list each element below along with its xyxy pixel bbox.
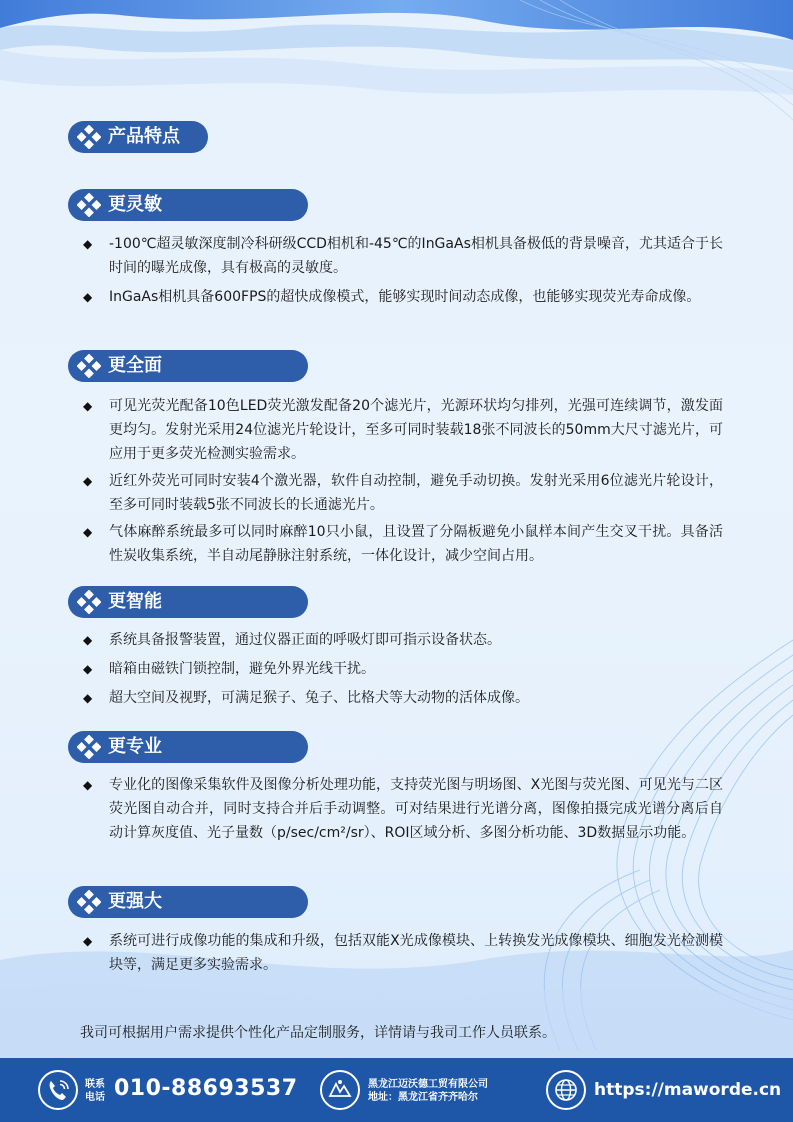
- bullet-diamond-icon: ◆: [83, 778, 93, 792]
- section-heading-features: [68, 121, 208, 153]
- website-link[interactable]: https://maworde.cn: [594, 1080, 782, 1100]
- list-item: ◆ 可见光荧光配备10色LED荧光激发配备20个滤光片，光源环状均匀排列，光强可连续调节，激发面更均匀。发射光采用24位滤光片轮设计，至多可同时装载18张不同波长的50mm大尺寸滤光片，可应用于更多荧光检测实验需求。: [83, 394, 723, 466]
- list-item: ◆ InGaAs相机具备600FPS的超快成像模式，能够实现时间动态成像，也能够实现荧光寿命成像。: [83, 285, 723, 309]
- bullet-diamond-icon: ◆: [83, 399, 93, 413]
- bullet-diamond-icon: ◆: [83, 691, 93, 705]
- section-heading-sensitive: [68, 189, 308, 221]
- company-address: 地址：黑龙江省齐齐哈尔: [368, 1092, 478, 1103]
- bullet-diamond-icon: ◆: [83, 662, 93, 676]
- phone-number: 010-88693537: [114, 1076, 298, 1101]
- bullet-diamond-icon: ◆: [83, 525, 93, 539]
- diamond-cluster-icon: [77, 735, 101, 759]
- diamond-cluster-icon: [77, 590, 101, 614]
- company-logo-icon: [320, 1070, 360, 1110]
- footer-bar: [0, 1058, 793, 1122]
- list-item: ◆ 气体麻醉系统最多可以同时麻醉10只小鼠，且设置了分隔板避免小鼠样本间产生交叉干扰。具备活性炭收集系统，半自动尾静脉注射系统，一体化设计，减少空间占用。: [83, 520, 723, 568]
- phone-label-top: 联系: [85, 1079, 105, 1090]
- bullet-diamond-icon: ◆: [83, 934, 93, 948]
- list-item: ◆ -100℃超灵敏深度制冷科研级CCD相机和-45℃的InGaAs相机具备极低的背景噪音，尤其适合于长时间的曝光成像，具有极高的灵敏度。: [83, 232, 723, 280]
- bullet-diamond-icon: ◆: [83, 474, 93, 488]
- list-item: ◆ 超大空间及视野，可满足猴子、兔子、比格犬等大动物的活体成像。: [83, 686, 723, 710]
- phone-icon: [38, 1070, 78, 1110]
- company-name: 黑龙江迈沃德工贸有限公司: [368, 1079, 488, 1090]
- diamond-cluster-icon: [77, 193, 101, 217]
- globe-icon: [546, 1070, 586, 1110]
- bullet-diamond-icon: ◆: [83, 633, 93, 647]
- phone-label-bottom: 电话: [85, 1092, 105, 1103]
- section-title: 产品特点: [108, 126, 180, 147]
- list-item: ◆ 暗箱由磁铁门锁控制，避免外界光线干扰。: [83, 657, 723, 681]
- section-heading-professional: [68, 731, 308, 763]
- list-item: ◆ 专业化的图像采集软件及图像分析处理功能，支持荧光图与明场图、X光图与荧光图、可见光与二区荧光图自动合并，同时支持合并后手动调整。可对结果进行光谱分离，图像拍摄完成光谱分离后自动计算灰度值、光子量数（p/sec/cm²/sr）、ROI区域分析、多图分析功能、3D数据显示功能。: [83, 773, 723, 845]
- bullet-diamond-icon: ◆: [83, 290, 93, 304]
- section-heading-smart: [68, 586, 308, 618]
- section-heading-comprehensive: [68, 350, 308, 382]
- customization-note: 我司可根据用户需求提供个性化产品定制服务，详情请与我司工作人员联系。: [80, 1025, 556, 1041]
- diamond-cluster-icon: [77, 125, 101, 149]
- diamond-cluster-icon: [77, 890, 101, 914]
- list-item: ◆ 系统可进行成像功能的集成和升级，包括双能X光成像模块、上转换发光成像模块、细胞发光检测模块等，满足更多实验需求。: [83, 929, 723, 977]
- section-title: 更专业: [108, 736, 162, 757]
- list-item: ◆ 近红外荧光可同时安装4个激光器，软件自动控制，避免手动切换。发射光采用6位滤光片轮设计，至多可同时装载5张不同波长的长通滤光片。: [83, 469, 723, 517]
- list-item: ◆ 系统具备报警装置，通过仪器正面的呼吸灯即可指示设备状态。: [83, 628, 723, 652]
- section-title: 更强大: [108, 891, 162, 912]
- diamond-cluster-icon: [77, 354, 101, 378]
- section-title: 更全面: [108, 355, 162, 376]
- bullet-diamond-icon: ◆: [83, 237, 93, 251]
- section-title: 更智能: [108, 591, 162, 612]
- section-heading-powerful: [68, 886, 308, 918]
- section-title: 更灵敏: [108, 194, 162, 215]
